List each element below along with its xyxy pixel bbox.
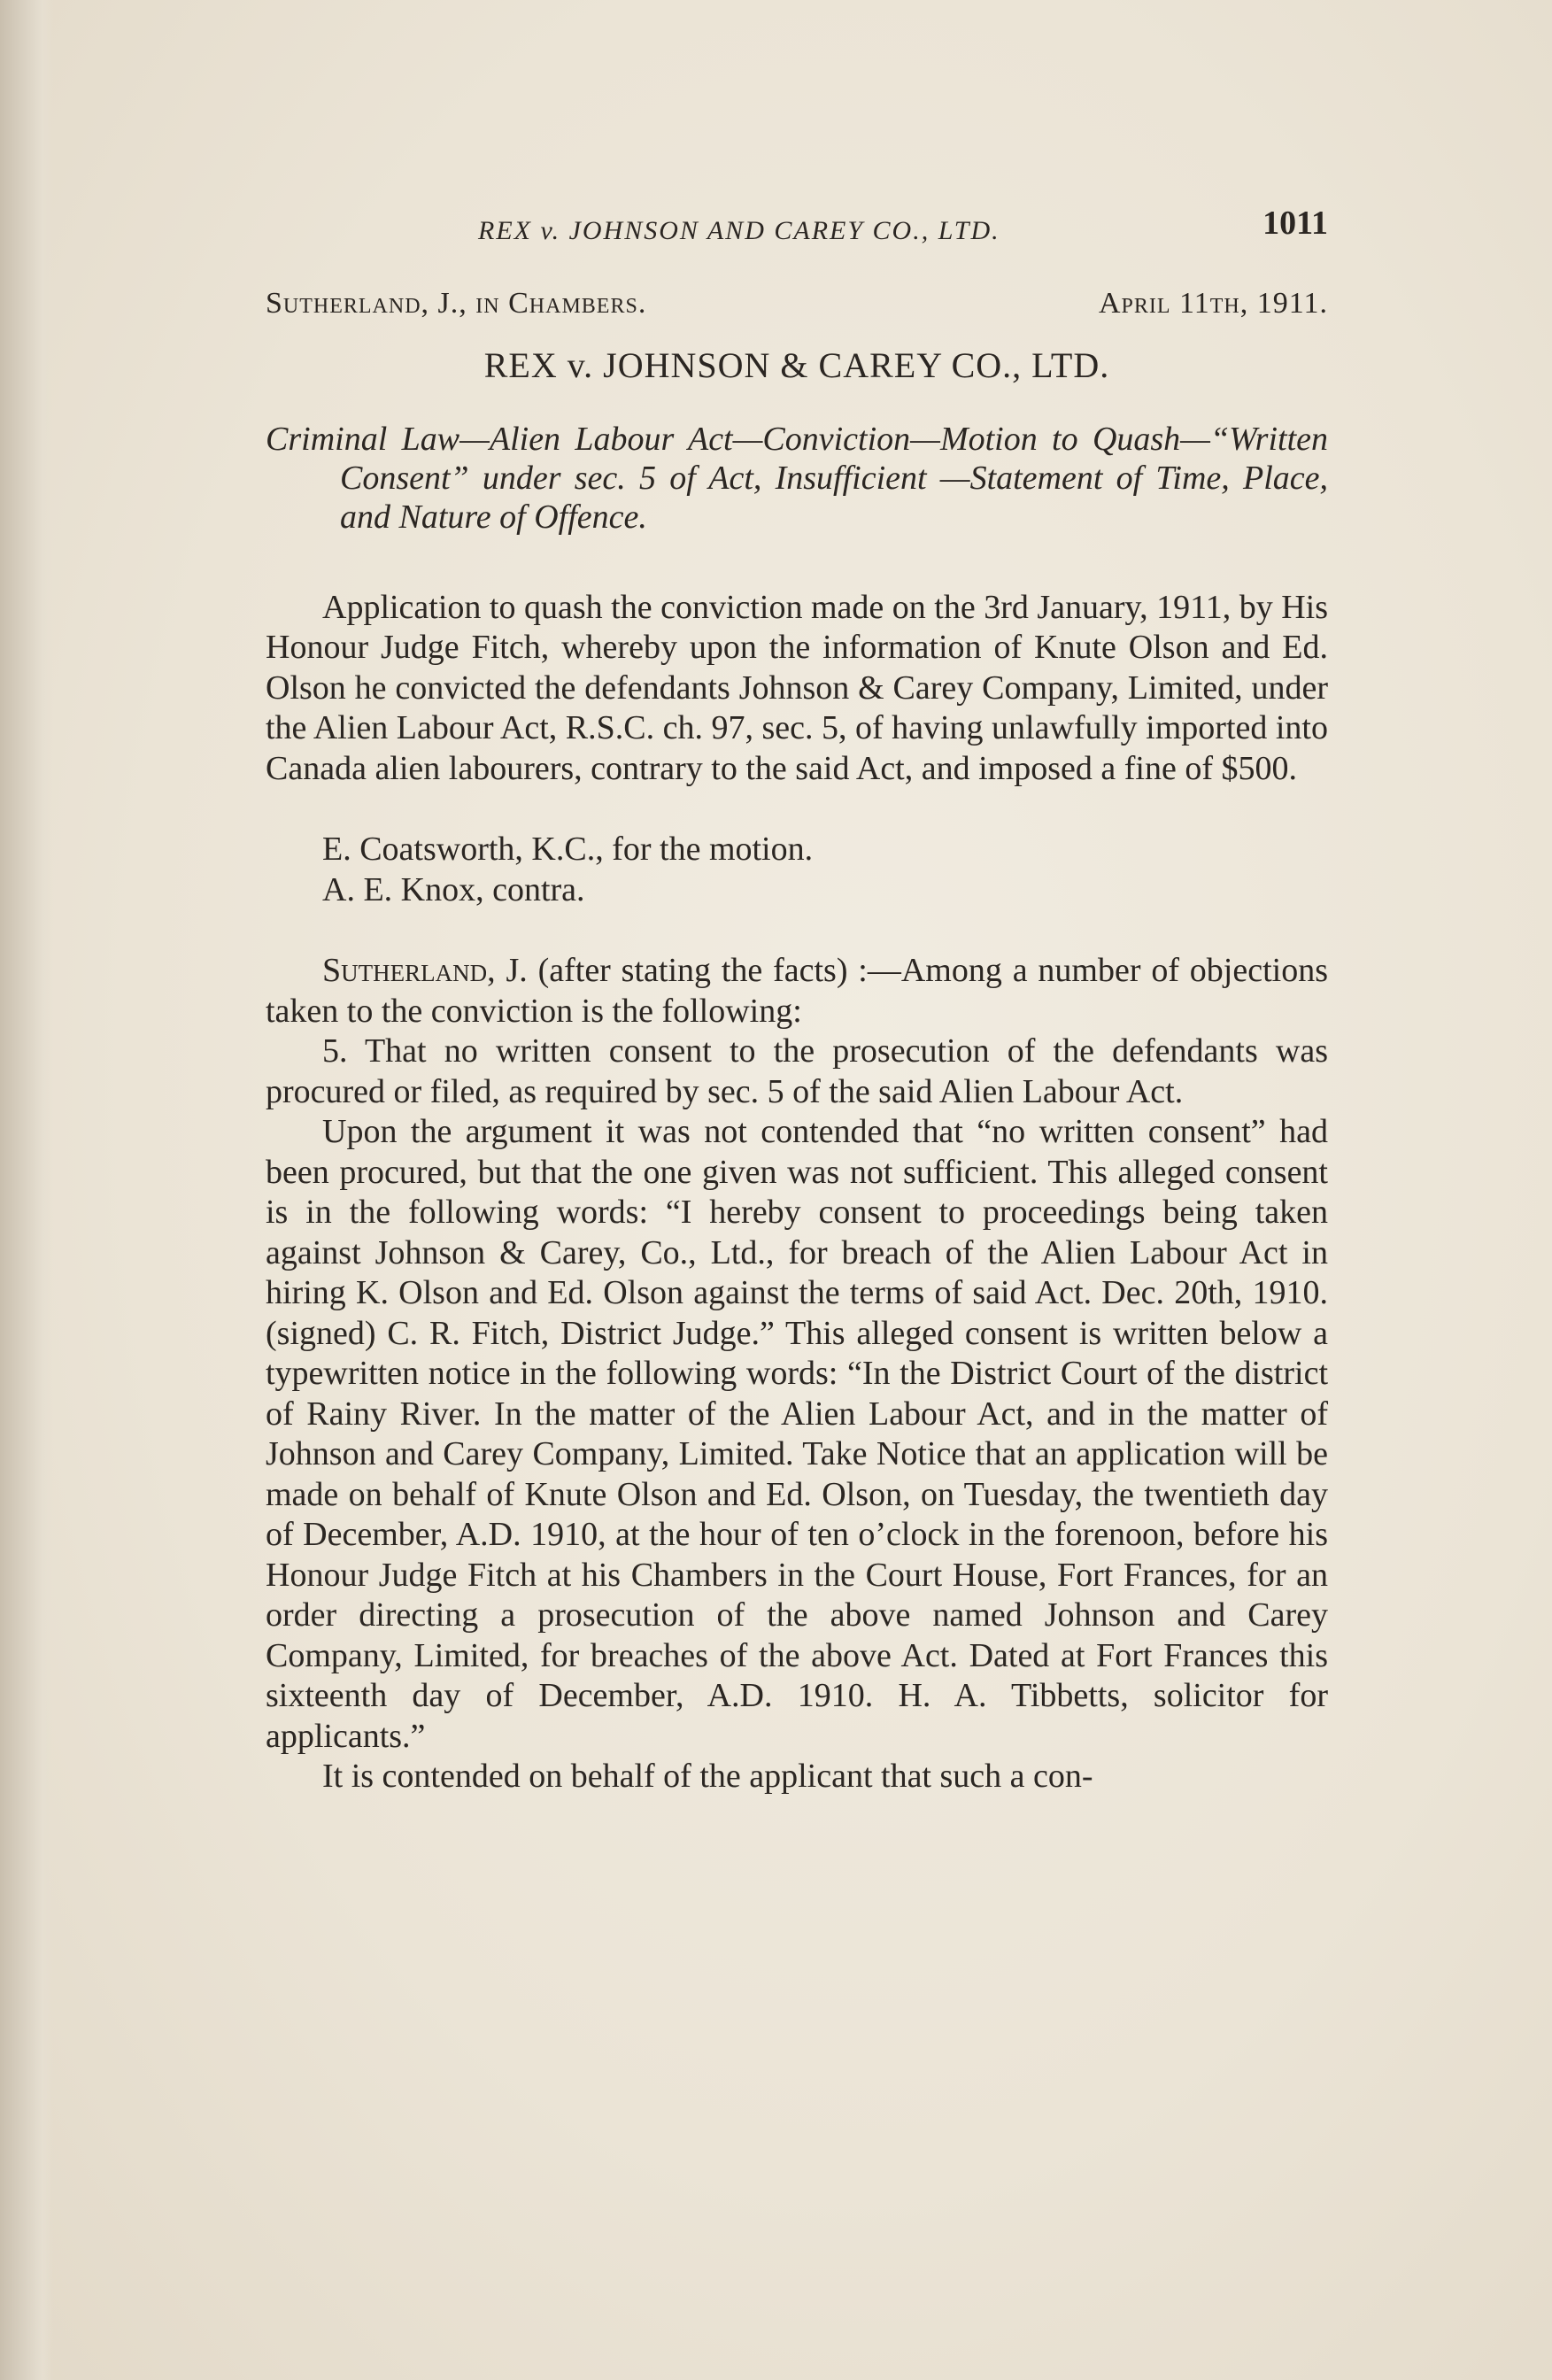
text-column bbox=[266, 204, 1328, 1797]
judge-date-line bbox=[266, 283, 1328, 345]
page-number: 1011 bbox=[1262, 205, 1328, 242]
page-gutter-shadow bbox=[0, 0, 53, 2380]
counsel-contra: A. E. Knox, contra. bbox=[322, 870, 585, 908]
judgment-opening-text: (after stating the facts) :—Among a number of objections taken to the conviction is the following: bbox=[266, 952, 1328, 1030]
objection-five: 5. That no written consent to the prosecution of the defendants was procured or filed, as required by sec. 5 of the said Alien Labour Act. bbox=[266, 1032, 1328, 1110]
spacer bbox=[266, 910, 1328, 951]
headnote: Criminal Law—Alien Labour Act—Conviction—Motion to Quash—“Written Consent” under sec. 5 of Act, Insufficient —Statement of Time, Place, and Nature of Offence. bbox=[266, 420, 1328, 536]
judge-name: Sutherland, J. bbox=[322, 952, 528, 989]
decision-date: April 11th, 1911. bbox=[1098, 287, 1328, 320]
case-title: REX v. JOHNSON & CAREY CO., LTD. bbox=[483, 345, 1110, 385]
running-title: REX v. JOHNSON AND CAREY CO., LTD. bbox=[478, 216, 1000, 245]
judge-chambers: Sutherland, J., in Chambers. bbox=[266, 287, 647, 320]
argument-paragraph: Upon the argument it was not contended that “no written consent” had been procured, but that the one given was not sufficient. This alleged consent is in the following words: “I hereby consent to proceedings being taken against Johnson & Carey, Co., Ltd., for breach of the Alien Labour Act in hiring K. Olson and Ed. Olson against the terms of said Act. Dec. 20th, 1910. (signed) C. R. Fitch, District Judge.” This alleged consent is written below a typewritten notice in the following words: “In the District Court of the district of Rainy River. In the matter of the Alien Labour Act, and in the matter of Johnson and Carey Company, Limited. Take Notice that an application will be made on behalf of Knute Olson and Ed. Olson, on Tuesday, the twentieth day of December, A.D. 1910, at the hour of ten o’clock in the forenoon, before his Honour Judge Fitch at his Chambers in the Court House, Fort Frances, for an order directing a prosecution of the above named Johnson and Carey Company, Limited, for breaches of the above Act. Dated at Fort Frances this sixteenth day of December, A.D. 1910. H. A. Tibbetts, solicitor for applicants.” bbox=[266, 1113, 1328, 1755]
judgment-opening bbox=[266, 951, 1328, 1032]
application-paragraph: Application to quash the conviction made on the 3rd January, 1911, by His Honour Judge Fitch, whereby upon the information of Knute Olson and Ed. Olson he convicted the defendants Johnson & Carey Company, Limited, under the Alien Labour Act, R.S.C. ch. 97, sec. 5, of having unlawfully imported into Canada alien labourers, contrary to the said Act, and imposed a fine of $500. bbox=[266, 588, 1328, 787]
running-header bbox=[266, 204, 1328, 257]
closing-paragraph: It is contended on behalf of the applicant that such a con- bbox=[322, 1758, 1093, 1795]
spacer bbox=[266, 789, 1328, 830]
counsel-motion: E. Coatsworth, K.C., for the motion. bbox=[322, 831, 814, 868]
